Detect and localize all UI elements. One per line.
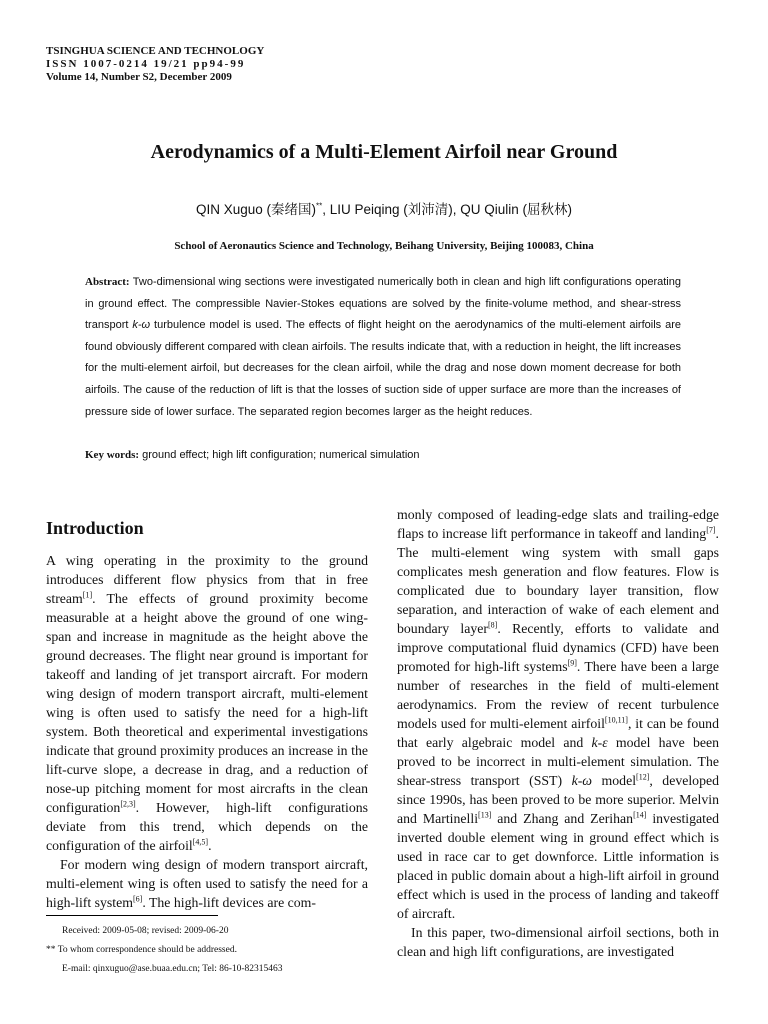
- author-qin: QIN Xuguo (秦绪国): [195, 202, 316, 217]
- intro-paragraph-4: In this paper, two-dimensional airfoil sections, both in clean and high lift configurations, are investigated: [397, 925, 719, 959]
- abstract: [85, 272, 681, 423]
- text-run: , developed since 1990s, has been proved to be more superior. Melvin and Martinelli: [397, 773, 719, 826]
- text-run: . The effects of ground proximity become measurable at a height above the ground of one wing-span and increase in magnitude as the height above the ground decreases. The flight near ground is important for takeoff and landing of jet transport aircraft. For modern wing design of modern transport aircraft, multi-element wing is often used to satisfy the need for a high-lift system. Both theoretical and experimental investigations indicate that ground proximity produces an increase in the lift-curve slope, a decrease in drag, and a reduction of nose-up pitching moment for most aircrafts in the clean configuration: [46, 591, 368, 815]
- model-name: k-ε: [591, 735, 608, 750]
- abstract-text-2: turbulence model is used. The effects of flight height on the aerodynamics of the multi-element airfoils are found obviously different compared with clean airfoils. The results indicate that, with a reduction in height, the lift increases for the multi-element airfoil, but decreases for the clean airfoil, while the drag and nose down moment decrease for both airfoils. The cause of the reduction of lift is that the losses of suction side of upper surface are more than the increases of pressure side of lower surface. The separated region becomes larger as the height reduces.: [85, 319, 682, 418]
- journal-volume: Volume 14, Number S2, December 2009: [46, 71, 232, 83]
- intro-paragraph-1: [46, 551, 368, 855]
- footnote-correspondence: ** To whom correspondence should be addressed.: [46, 945, 237, 955]
- citation: [8]: [488, 620, 498, 630]
- section-heading-introduction: Introduction: [46, 518, 144, 538]
- paper-title: Aerodynamics of a Multi-Element Airfoil near Ground: [150, 141, 618, 163]
- journal-header: [46, 45, 264, 84]
- citation: [2,3]: [120, 799, 136, 809]
- intro-paragraph-3: [397, 505, 719, 923]
- author-list: [0, 198, 768, 218]
- citation: [6]: [133, 894, 143, 904]
- journal-name: TSINGHUA SCIENCE AND TECHNOLOGY: [46, 45, 265, 57]
- text-run: . There have been a large number of researches in the field of multi-element aerodynamics. From the review of recent turbulence models used for multi-element airfoil: [397, 659, 719, 731]
- model-name: k-ω: [571, 773, 593, 788]
- footnote-divider: [46, 915, 218, 916]
- citation: [10,11]: [604, 715, 628, 725]
- citation: [12]: [636, 772, 650, 782]
- citation: [1]: [82, 590, 93, 600]
- right-column: [397, 505, 719, 961]
- text-run: .: [208, 838, 212, 853]
- text-run: , it can be found that early algebraic model and: [397, 716, 719, 750]
- text-run: A wing operating in the proximity to the ground introduces different flow physics from that in free stream: [46, 553, 368, 606]
- text-run: monly composed of leading-edge slats and trailing-edge flaps to increase lift performance in takeoff and landing: [397, 507, 719, 541]
- keywords-label: Key words:: [85, 449, 140, 461]
- abstract-label: Abstract:: [85, 276, 130, 288]
- keywords-text: ground effect; high lift configuration; numerical simulation: [139, 449, 420, 461]
- footnote-received: Received: 2009-05-08; revised: 2009-06-20: [62, 926, 229, 936]
- author-others: , LIU Peiqing (刘沛清), QU Qiulin (屈秋林): [322, 202, 573, 217]
- text-run: . However, high-lift configurations deviate from this trend, which depends on the configuration of the airfoil: [46, 800, 368, 853]
- text-run: model have been proved to be incorrect in multi-element simulation. The shear-stress transport (SST): [397, 735, 720, 788]
- footnotes: [46, 922, 283, 979]
- journal-issn: ISSN 1007-0214 19/21 pp94-99: [46, 58, 246, 70]
- abstract-text-1: Two-dimensional wing sections were investigated numerically both in clean and high lift configurations operating in ground effect. The compressible Navier-Stokes equations are solved by the finite-volume method, and shear-stress transport: [85, 276, 681, 332]
- citation: [13]: [478, 810, 492, 820]
- text-run: model: [592, 773, 637, 788]
- citation: [4,5]: [192, 837, 209, 847]
- citation: [14]: [633, 810, 647, 820]
- text-run: . The high-lift devices are com-: [142, 895, 317, 910]
- text-run: For modern wing design of modern transport aircraft, multi-element wing is often used to satisfy the need for a high-lift system: [46, 857, 368, 910]
- left-column: [46, 551, 368, 912]
- citation: [9]: [567, 658, 577, 668]
- footnote-email: E-mail: qinxuguo@ase.buaa.edu.cn; Tel: 86-10-82315463: [62, 964, 283, 974]
- text-run: . The multi-element wing system with small gaps complicates mesh generation and flow features. Flow is complicated due to boundary layer transition, flow separation, and interaction of wake of each element and boundary layer: [397, 526, 719, 636]
- citation: [7]: [706, 525, 716, 535]
- text-run: investigated inverted double element wing in ground effect which is used in race car to get downforce. Little information is placed in public domain about a high-lift airfoil in ground effect which is used in the process of landing and takeoff of aircraft.: [397, 811, 719, 921]
- intro-paragraph-2: [46, 855, 368, 912]
- abstract-model-name: k-ω: [132, 319, 151, 332]
- keywords: [85, 449, 681, 461]
- affiliation: School of Aeronautics Science and Technology, Beihang University, Beijing 100083, China: [174, 240, 594, 252]
- corresponding-mark: **: [316, 201, 323, 211]
- text-run: . Recently, efforts to validate and improve computational fluid dynamics (CFD) have been promoted for high-lift systems: [397, 621, 719, 674]
- text-run: and Zhang and Zerihan: [491, 811, 634, 826]
